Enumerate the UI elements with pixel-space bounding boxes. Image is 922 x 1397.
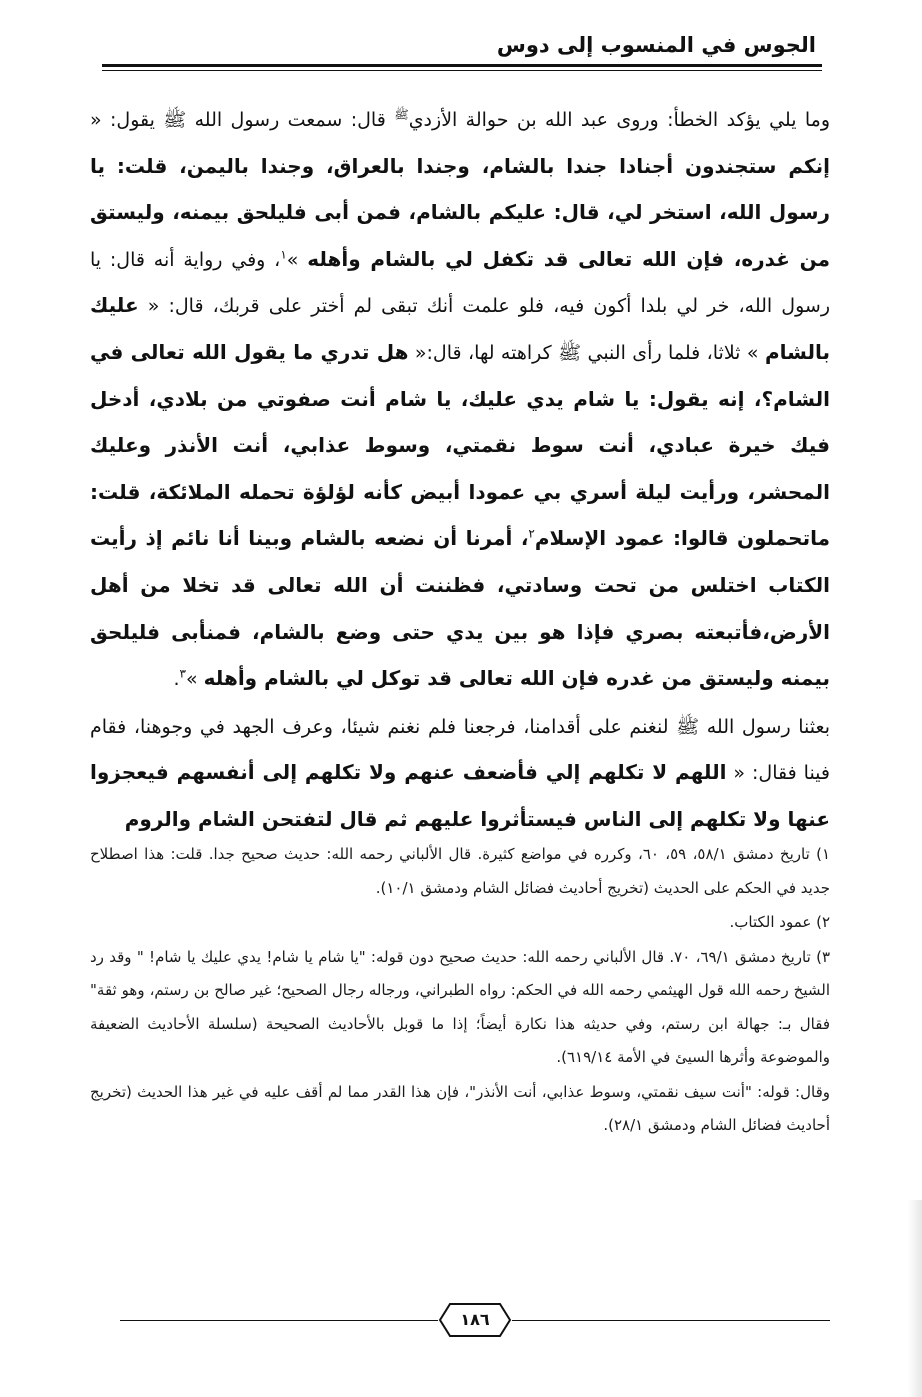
text-run: » — [286, 248, 308, 271]
book-title: الجوس في المنسوب إلى دوس — [496, 33, 816, 57]
text-run: وما يلي يؤكد الخطأ: وروى عبد الله بن حوالة الأزدي — [408, 109, 831, 131]
footer-rule-left — [120, 1320, 438, 1321]
hadith-quote-bold: هل تدري ما يقول الله تعالى في الشام؟، إنه يقول: يا شام يدي عليك، يا شام أنت صفوتي من بلادي، أدخل فيك خيرة عبادي، أنت سوط نقمتي، وسوط عذابي، أنت الأنذر وعليك المحشر، ورأيت ليلة أسري بي عمودا أبيض كأنه لؤلؤة تحمله الملائكة، قلت: ماتحملون قالوا: عمود الإسلام — [90, 339, 831, 551]
footnote-ref-3[interactable]: ٣ — [179, 666, 186, 681]
hadith-quote-bold: اللهم لا تكلهم إلي فأضعف عنهم ولا تكلهم إلى أنفسهم فيعجزوا عنها ولا تكلهم إلى الناس فيستأثروا عليهم ثم قال لتفتحن الشام والروم — [90, 760, 830, 831]
text-run: . — [173, 668, 180, 691]
paragraph-hadith-ibn-hawala — [90, 98, 830, 703]
text-run: لنغنم على أقدامنا، فرجعنا فلم نغنم شيئا، وعرف الجهد في وجوهنا، فقام فينا فقال: « — [90, 715, 830, 785]
hadith-quote-bold: عليك بالشام — [90, 293, 830, 364]
page-edge-shadow — [908, 1200, 922, 1397]
footnote-2: ٢) عمود الكتاب. — [729, 913, 830, 931]
footnote-ref-1[interactable]: ١ — [280, 247, 287, 262]
text-run: بعثنا رسول الله — [699, 715, 830, 738]
running-header — [102, 30, 822, 71]
text-run: يقول: « — [90, 109, 164, 131]
text-run: » — [185, 668, 204, 691]
text-run: ، وفي رواية أنه قال: يا رسول الله، خر لي بلدا أكون فيه، فلو علمت أنك تبقى لم أختر على قربك، قال: « — [90, 248, 830, 318]
radi-allahu-anhu-glyph: ﷺ — [394, 107, 409, 122]
page-number-badge — [438, 1302, 512, 1338]
main-text — [90, 98, 830, 844]
footnotes — [90, 838, 830, 1144]
page-number: ١٨٦ — [460, 1310, 490, 1329]
page-footer — [120, 1300, 830, 1340]
hadith-quote-bold: ، أمرنا أن نضعه بالشام وبينا أنا نائم إذ رأيت الكتاب اختلس من تحت وسادتي، فظننت أن الله تعالى قد تخلا من أهل الأرض،فأتبعته بصري فإذا هو بين يدي حتى وضع بالشام، فمنأبى فليلحق بيمنه وليستق من غدره فإن الله تعالى قد توكل لي بالشام وأهله — [90, 526, 830, 691]
header-rule-thin — [102, 70, 822, 71]
footnote-ref-2[interactable]: ٢ — [528, 527, 535, 542]
salla-allahu-glyph: ﷺ — [558, 341, 582, 364]
salla-allahu-glyph: ﷺ — [676, 715, 700, 738]
header-rule-thick — [102, 64, 822, 67]
text-run: قال: سمعت رسول الله — [186, 109, 395, 131]
footnote-3: ٣) تاريخ دمشق ٦٩/١، ٧٠. قال الألباني رحمه الله: حديث صحيح دون قوله: "يا شام يا شام! يدي عليك يا شام! " وقد رد الشيخ رحمه الله قول الهيثمي رحمه الله في الحكم: رواه الطبراني، ورجاله رجال الصحيح؛ غير صالح بن رستم، وهو ثقة" فقال بـ: جهالة ابن رستم، وفي حديثه هذا نكارة أيضاً؛ إذا ما قوبل بالأحاديث الصحيحة (سلسلة الأحاديث الضعيفة والموضوعة وأثرها السيئ في الأمة ٦١٩/١٤). — [90, 947, 831, 1066]
paragraph-hadith-ghanima — [90, 705, 830, 844]
footnote-1: ١) تاريخ دمشق ٥٨/١، ٥٩، ٦٠، وكرره في مواضع كثيرة. قال الألباني رحمه الله: حديث صحيح جدا. قلت: هذا اصطلاح جديد في الحكم على الحديث (تخريج أحاديث فضائل الشام ودمشق ١٠/١). — [90, 845, 831, 897]
footer-rule-right — [512, 1320, 830, 1321]
text-run: » ثلاثا، فلما رأى النبي — [581, 341, 765, 364]
hadith-quote-bold: إنكم ستجندون أجنادا جندا بالشام، وجندا بالعراق، وجندا باليمن، قلت: يا رسول الله، استخر لي، قال: عليكم بالشام، فمن أبى فليلحق بيمنه، وليستق من غدره، فإن الله تعالى قد تكفل لي بالشام وأهله — [90, 153, 831, 271]
footnote-3-continued: وقال: قوله: "أنت سيف نقمتي، وسوط عذابي، أنت الأنذر"، فإن هذا القدر مما لم أقف عليه في غير هذا الحديث (تخريج أحاديث فضائل الشام ودمشق ٢٨/١). — [90, 1082, 830, 1134]
text-run: كراهته لها، قال:« — [408, 341, 559, 364]
salla-allahu-glyph: ﷺ — [163, 109, 187, 131]
